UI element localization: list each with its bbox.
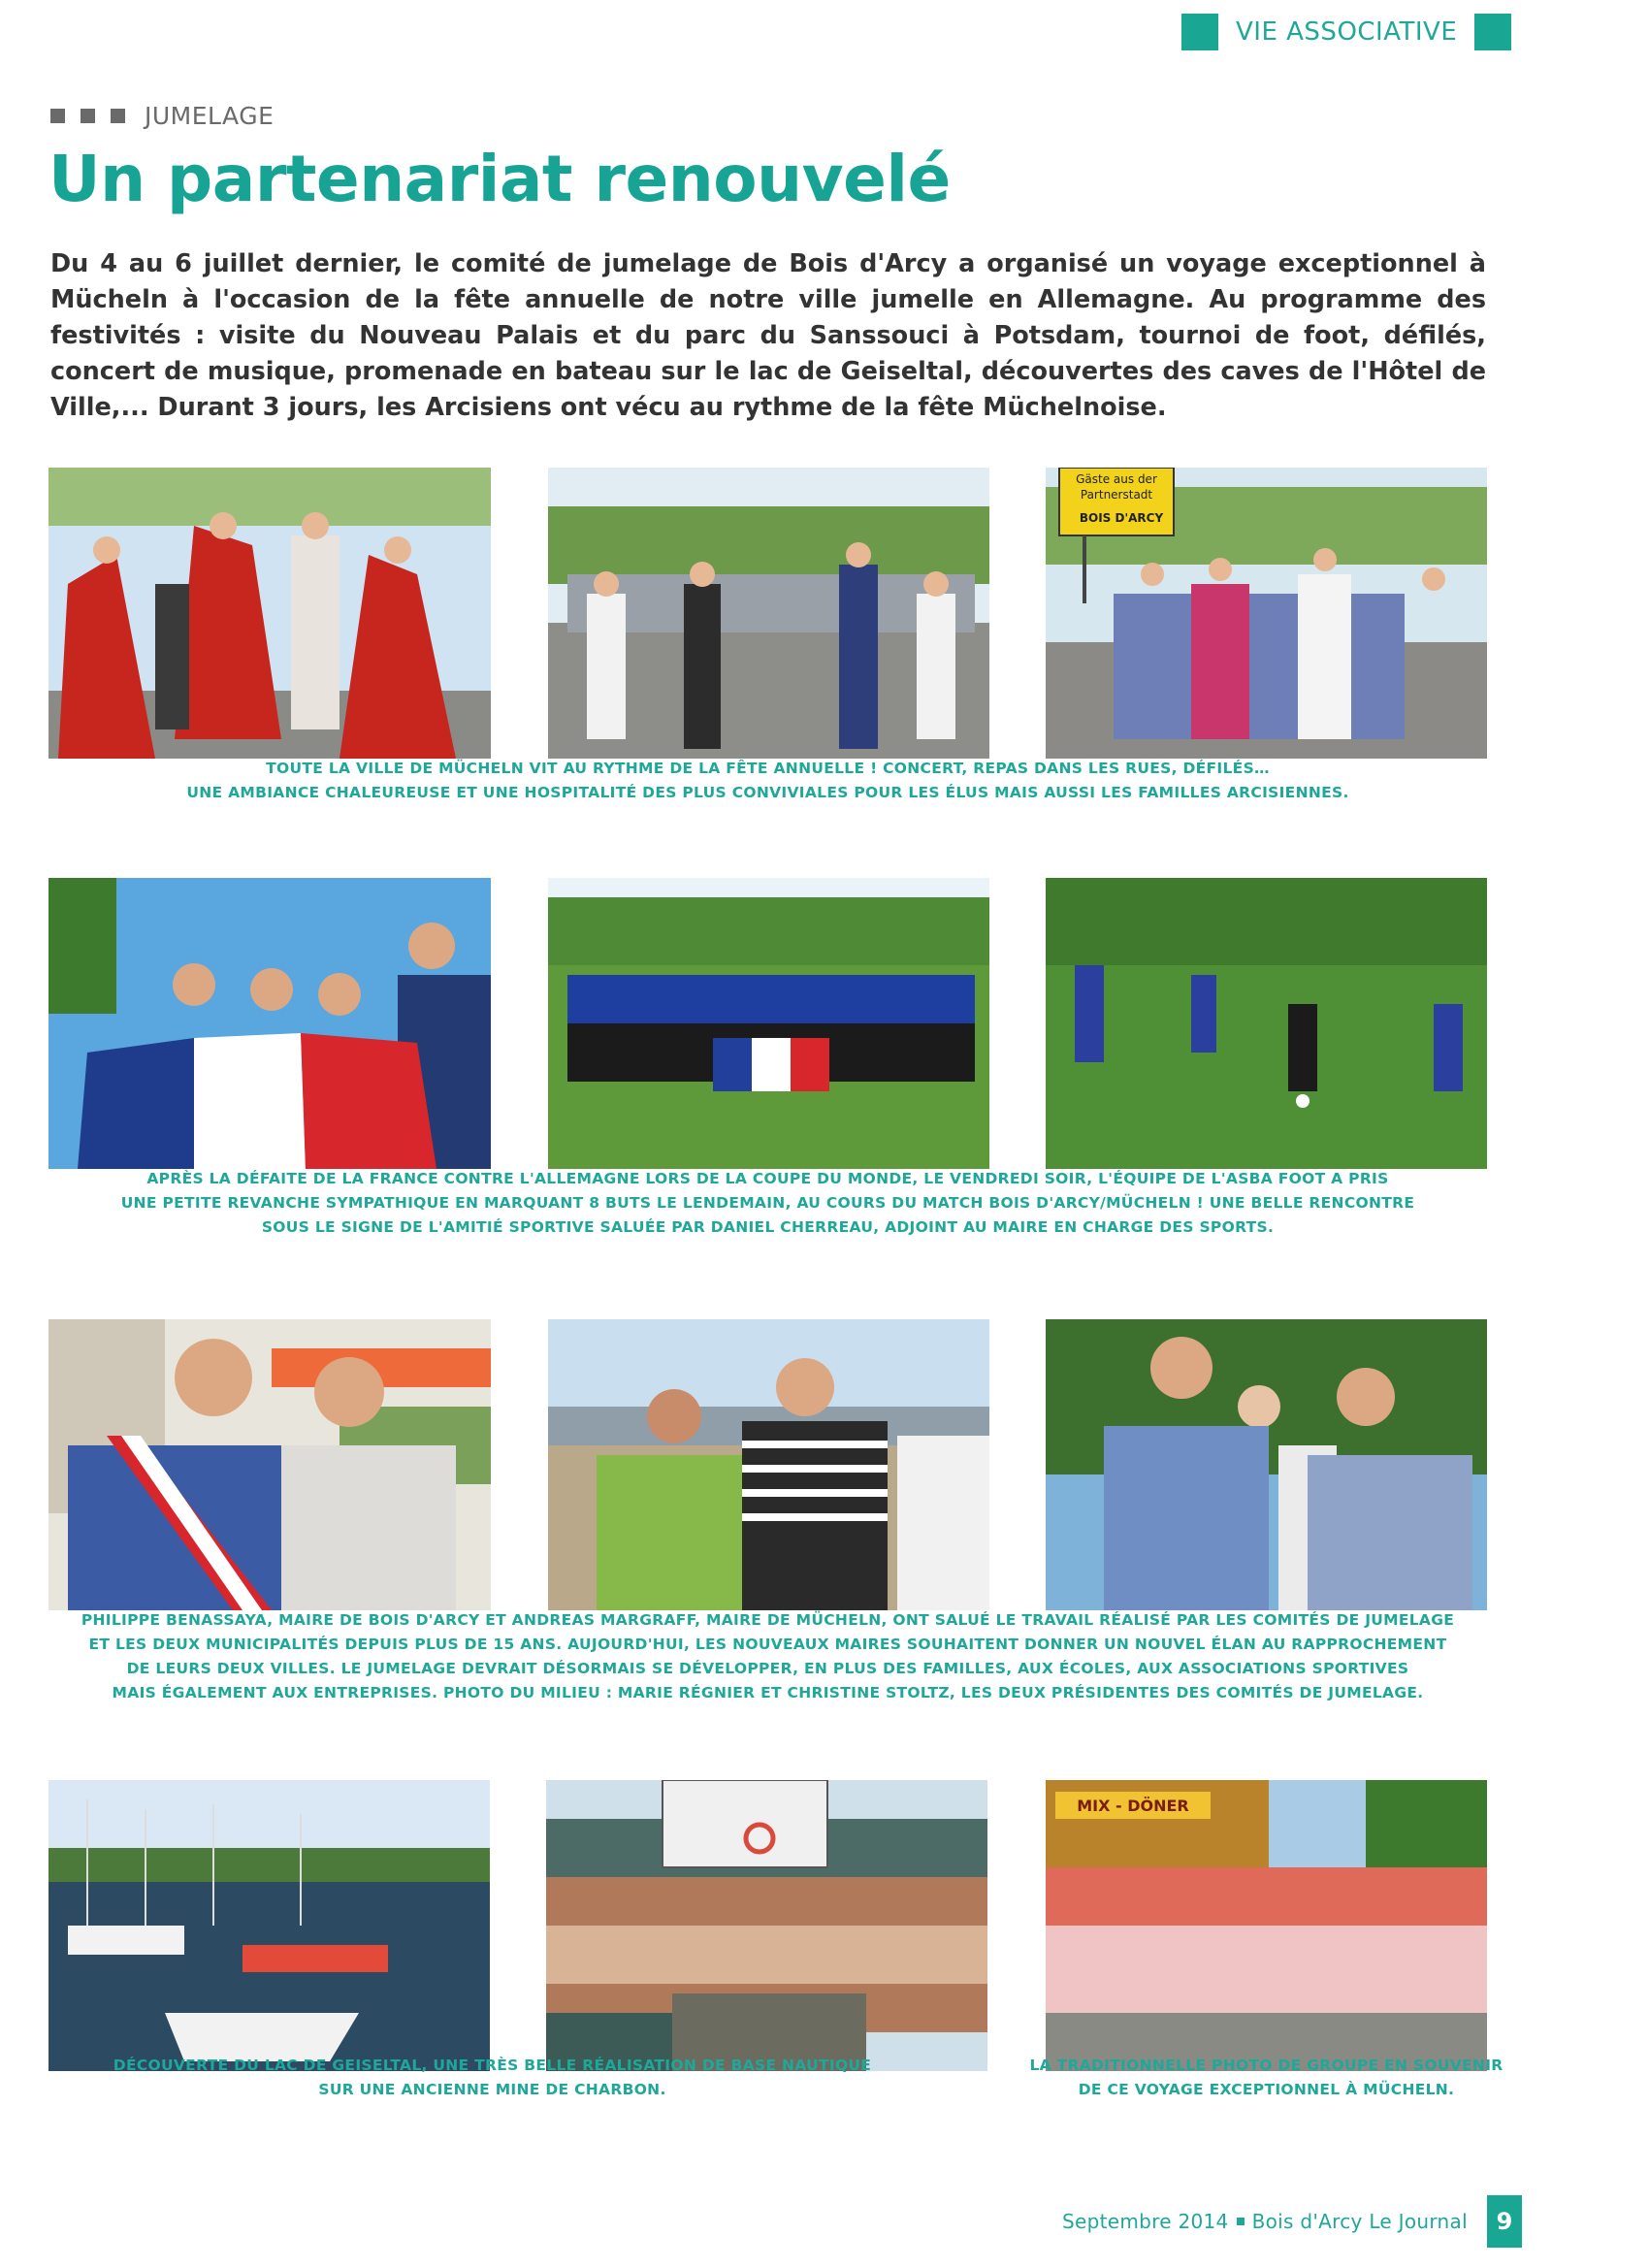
article-intro: Du 4 au 6 juillet dernier, le comité de jumelage de Bois d'Arcy a organisé un voyage exceptionnel à Mücheln à l'occasion de la fête annuelle de notre ville jumelle en Allemagne. Au programme des festivités : visite du Nouveau Palais et du parc du Sanssouci à Potsdam, tournoi de foot, défilés, concert de musique, promenade en bateau sur le lac de Geiseltal, découvertes des caves de l'Hôtel de Ville,... Durant 3 jours, les Arcisiens ont vécu au rythme de la fête Müchelnoise. <box>50 249 1486 422</box>
photo-officials-outdoor <box>1046 1319 1487 1610</box>
caption-row4-left-line2: SUR UNE ANCIENNE MINE DE CHARBON. <box>318 2081 666 2098</box>
photo-football-match <box>1046 878 1487 1169</box>
photo-flag-group <box>48 878 491 1169</box>
caption-row1-line2: UNE AMBIANCE CHALEUREUSE ET UNE HOSPITALITÉ DES PLUS CONVIVIALES POUR LES ÉLUS MAIS AUSSI LES FAMILLES ARCISIENNES. <box>186 784 1349 801</box>
photo-boat <box>546 1780 987 2071</box>
kicker-label: JUMELAGE <box>145 102 275 130</box>
kicker-square <box>111 109 125 123</box>
footer-date: Septembre 2014 <box>1062 2210 1229 2233</box>
section-label: VIE ASSOCIATIVE <box>1236 17 1458 47</box>
photo-group <box>1046 1780 1487 2071</box>
caption-row3-line1: PHILIPPE BENASSAYA, MAIRE DE BOIS D'ARCY ET ANDREAS MARGRAFF, MAIRE DE MÜCHELN, ONT SALUÉ LE TRAVAIL RÉALISÉ PAR LES COMITÉS DE JUMELAGE <box>81 1611 1455 1629</box>
footer-journal: Bois d'Arcy Le Journal <box>1251 2210 1468 2233</box>
page-footer <box>1062 2195 1522 2248</box>
caption-row3-line3: DE LEURS DEUX VILLES. LE JUMELAGE DEVRAIT DÉSORMAIS SE DÉVELOPPER, EN PLUS DES FAMILLES, AUX ÉCOLES, AUX ASSOCIATIONS SPORTIVES <box>126 1660 1409 1677</box>
kicker-square <box>81 109 95 123</box>
caption-row4-right-line2: DE CE VOYAGE EXCEPTIONNEL À MÜCHELN. <box>1078 2081 1455 2098</box>
caption-row1-line1: TOUTE LA VILLE DE MÜCHELN VIT AU RYTHME DE LA FÊTE ANNUELLE ! CONCERT, REPAS DANS LES RUES, DÉFILÉS… <box>266 760 1270 777</box>
caption-row2-line1: APRÈS LA DÉFAITE DE LA FRANCE CONTRE L'ALLEMAGNE LORS DE LA COUPE DU MONDE, LE VENDREDI SOIR, L'ÉQUIPE DE L'ASBA FOOT A PRIS <box>146 1170 1389 1187</box>
footer-separator <box>1237 2218 1245 2225</box>
page-number: 9 <box>1487 2195 1522 2248</box>
photo-team <box>548 878 989 1169</box>
photo-marina <box>48 1780 490 2071</box>
caption-row4-right-line1: LA TRADITIONNELLE PHOTO DE GROUPE EN SOUVENIR <box>1029 2057 1504 2074</box>
article-title: Un partenariat renouvelé <box>48 142 951 216</box>
caption-row2-line3: SOUS LE SIGNE DE L'AMITIÉ SPORTIVE SALUÉE PAR DANIEL CHERREAU, ADJOINT AU MAIRE EN CHARGE DES SPORTS. <box>261 1218 1275 1236</box>
sign-line-1: Gäste aus der <box>1076 472 1157 486</box>
header-square-left <box>1181 14 1218 50</box>
photo-presidents <box>548 1319 989 1610</box>
photo-mayors <box>48 1319 491 1610</box>
photo-parade-officials <box>548 468 989 759</box>
caption-row2-line2: UNE PETITE REVANCHE SYMPATHIQUE EN MARQUANT 8 BUTS LE LENDEMAIN, AU COURS DU MATCH BOIS D'ARCY/MÜCHELN ! UNE BELLE RENCONTRE <box>120 1194 1415 1212</box>
section-header <box>1181 14 1531 50</box>
kicker <box>50 102 274 130</box>
caption-row3-line4: MAIS ÉGALEMENT AUX ENTREPRISES. PHOTO DU MILIEU : MARIE RÉGNIER ET CHRISTINE STOLTZ, LES DEUX PRÉSIDENTES DES COMITÉS DE JUMELAGE. <box>112 1684 1424 1701</box>
caption-row4-left-line1: DÉCOUVERTE DU LAC DE GEISELTAL, UNE TRÈS BELLE RÉALISATION DE BASE NAUTIQUE <box>113 2057 872 2074</box>
group-photo-sign: MIX - DÖNER <box>1077 1797 1189 1815</box>
sign-line-3: BOIS D'ARCY <box>1079 511 1164 525</box>
photo-parade-costumes <box>48 468 491 759</box>
header-square-right <box>1474 14 1511 50</box>
sign-line-2: Partnerstadt <box>1080 488 1153 502</box>
kicker-square <box>50 109 65 123</box>
caption-row3-line2: ET LES DEUX MUNICIPALITÉS DEPUIS PLUS DE 15 ANS. AUJOURD'HUI, LES NOUVEAUX MAIRES SOUHAITENT DONNER UN NOUVEL ÉLAN AU RAPPROCHEMENT <box>88 1636 1447 1653</box>
photo-parade-sign <box>1046 468 1487 759</box>
